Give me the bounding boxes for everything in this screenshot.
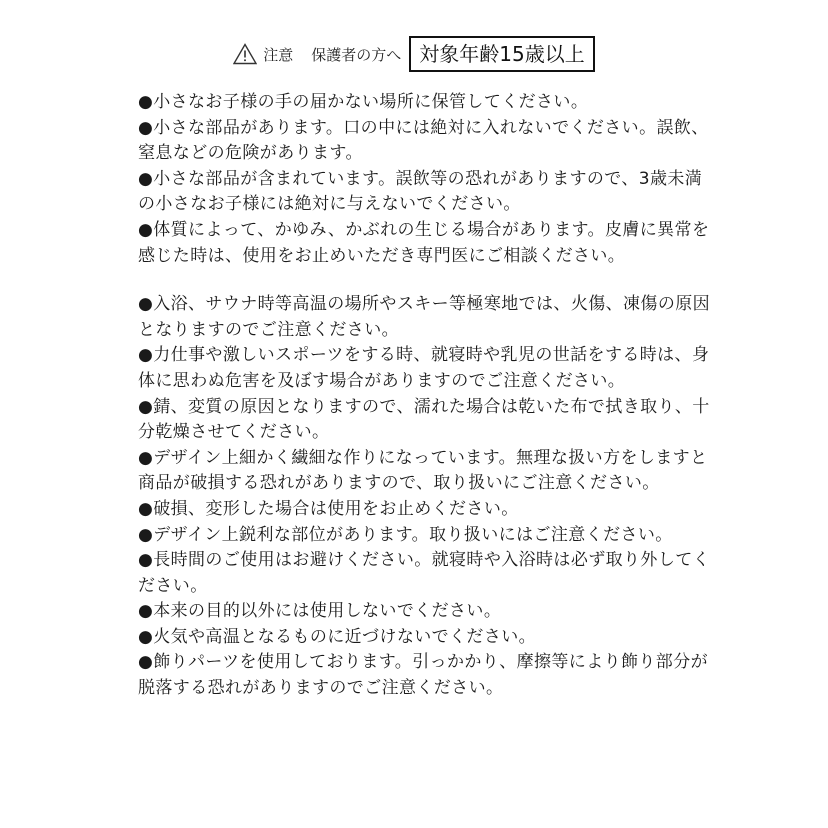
- caution-item: ●飾りパーツを使用しております。引っかかり、摩擦等により飾り部分が脱落する恐れがありますのでご注意ください。: [138, 652, 708, 699]
- caution-item: ●デザイン上鋭利な部位があります。取り扱いにはご注意ください。: [138, 524, 673, 545]
- guardian-label: 保護者の方へ: [311, 45, 402, 64]
- caution-item: ●小さな部品があります。口の中には絶対に入れないでください。誤飲、窒息などの危険があります。: [138, 117, 709, 164]
- paragraph-gap: [138, 269, 716, 292]
- caution-item: ●入浴、サウナ時等高温の場所やスキー等極寒地では、火傷、凍傷の原因となりますのでご注意ください。: [138, 294, 711, 340]
- caution-item: ●火気や高温となるものに近づけないでください。: [138, 626, 537, 647]
- caution-item: ●デザイン上細かく繊細な作りになっています。無理な扱い方をしますと商品が破損する恐れがありますので、取り扱いにご注意ください。: [138, 447, 708, 494]
- caution-item: ●本来の目的以外には使用しないでください。: [138, 601, 502, 622]
- caution-item: ●小さなお子様の手の届かない場所に保管してください。: [138, 92, 589, 112]
- caution-item: ●錆、変質の原因となりますので、濡れた場合は乾いた布で拭き取り、十分乾燥させてください。: [138, 396, 710, 443]
- warning-label: 注意: [263, 45, 294, 64]
- caution-header: [0, 36, 828, 72]
- caution-item: ●力仕事や激しいスポーツをする時、就寝時や乳児の世話をする時は、身体に思わぬ危害を及ぼす場合がありますのでご注意ください。: [138, 345, 710, 391]
- caution-item: ●破損、変形した場合は使用をお止めください。: [138, 498, 519, 519]
- caution-text-body: [138, 90, 716, 702]
- caution-item: ●小さな部品が含まれています。誤飲等の恐れがありますので、3歳未満の小さなお子様には絶対に与えないでください。: [138, 168, 703, 215]
- warning-triangle-icon: [233, 43, 257, 65]
- caution-item: ●体質によって、かゆみ、かぶれの生じる場合があります。皮膚に異常を感じた時は、使用をお止めいただき専門医にご相談ください。: [138, 219, 710, 266]
- caution-item: ●長時間のご使用はお避けください。就寝時や入浴時は必ず取り外してください。: [138, 550, 711, 596]
- age-rating-badge: 対象年齢15歳以上: [409, 36, 594, 72]
